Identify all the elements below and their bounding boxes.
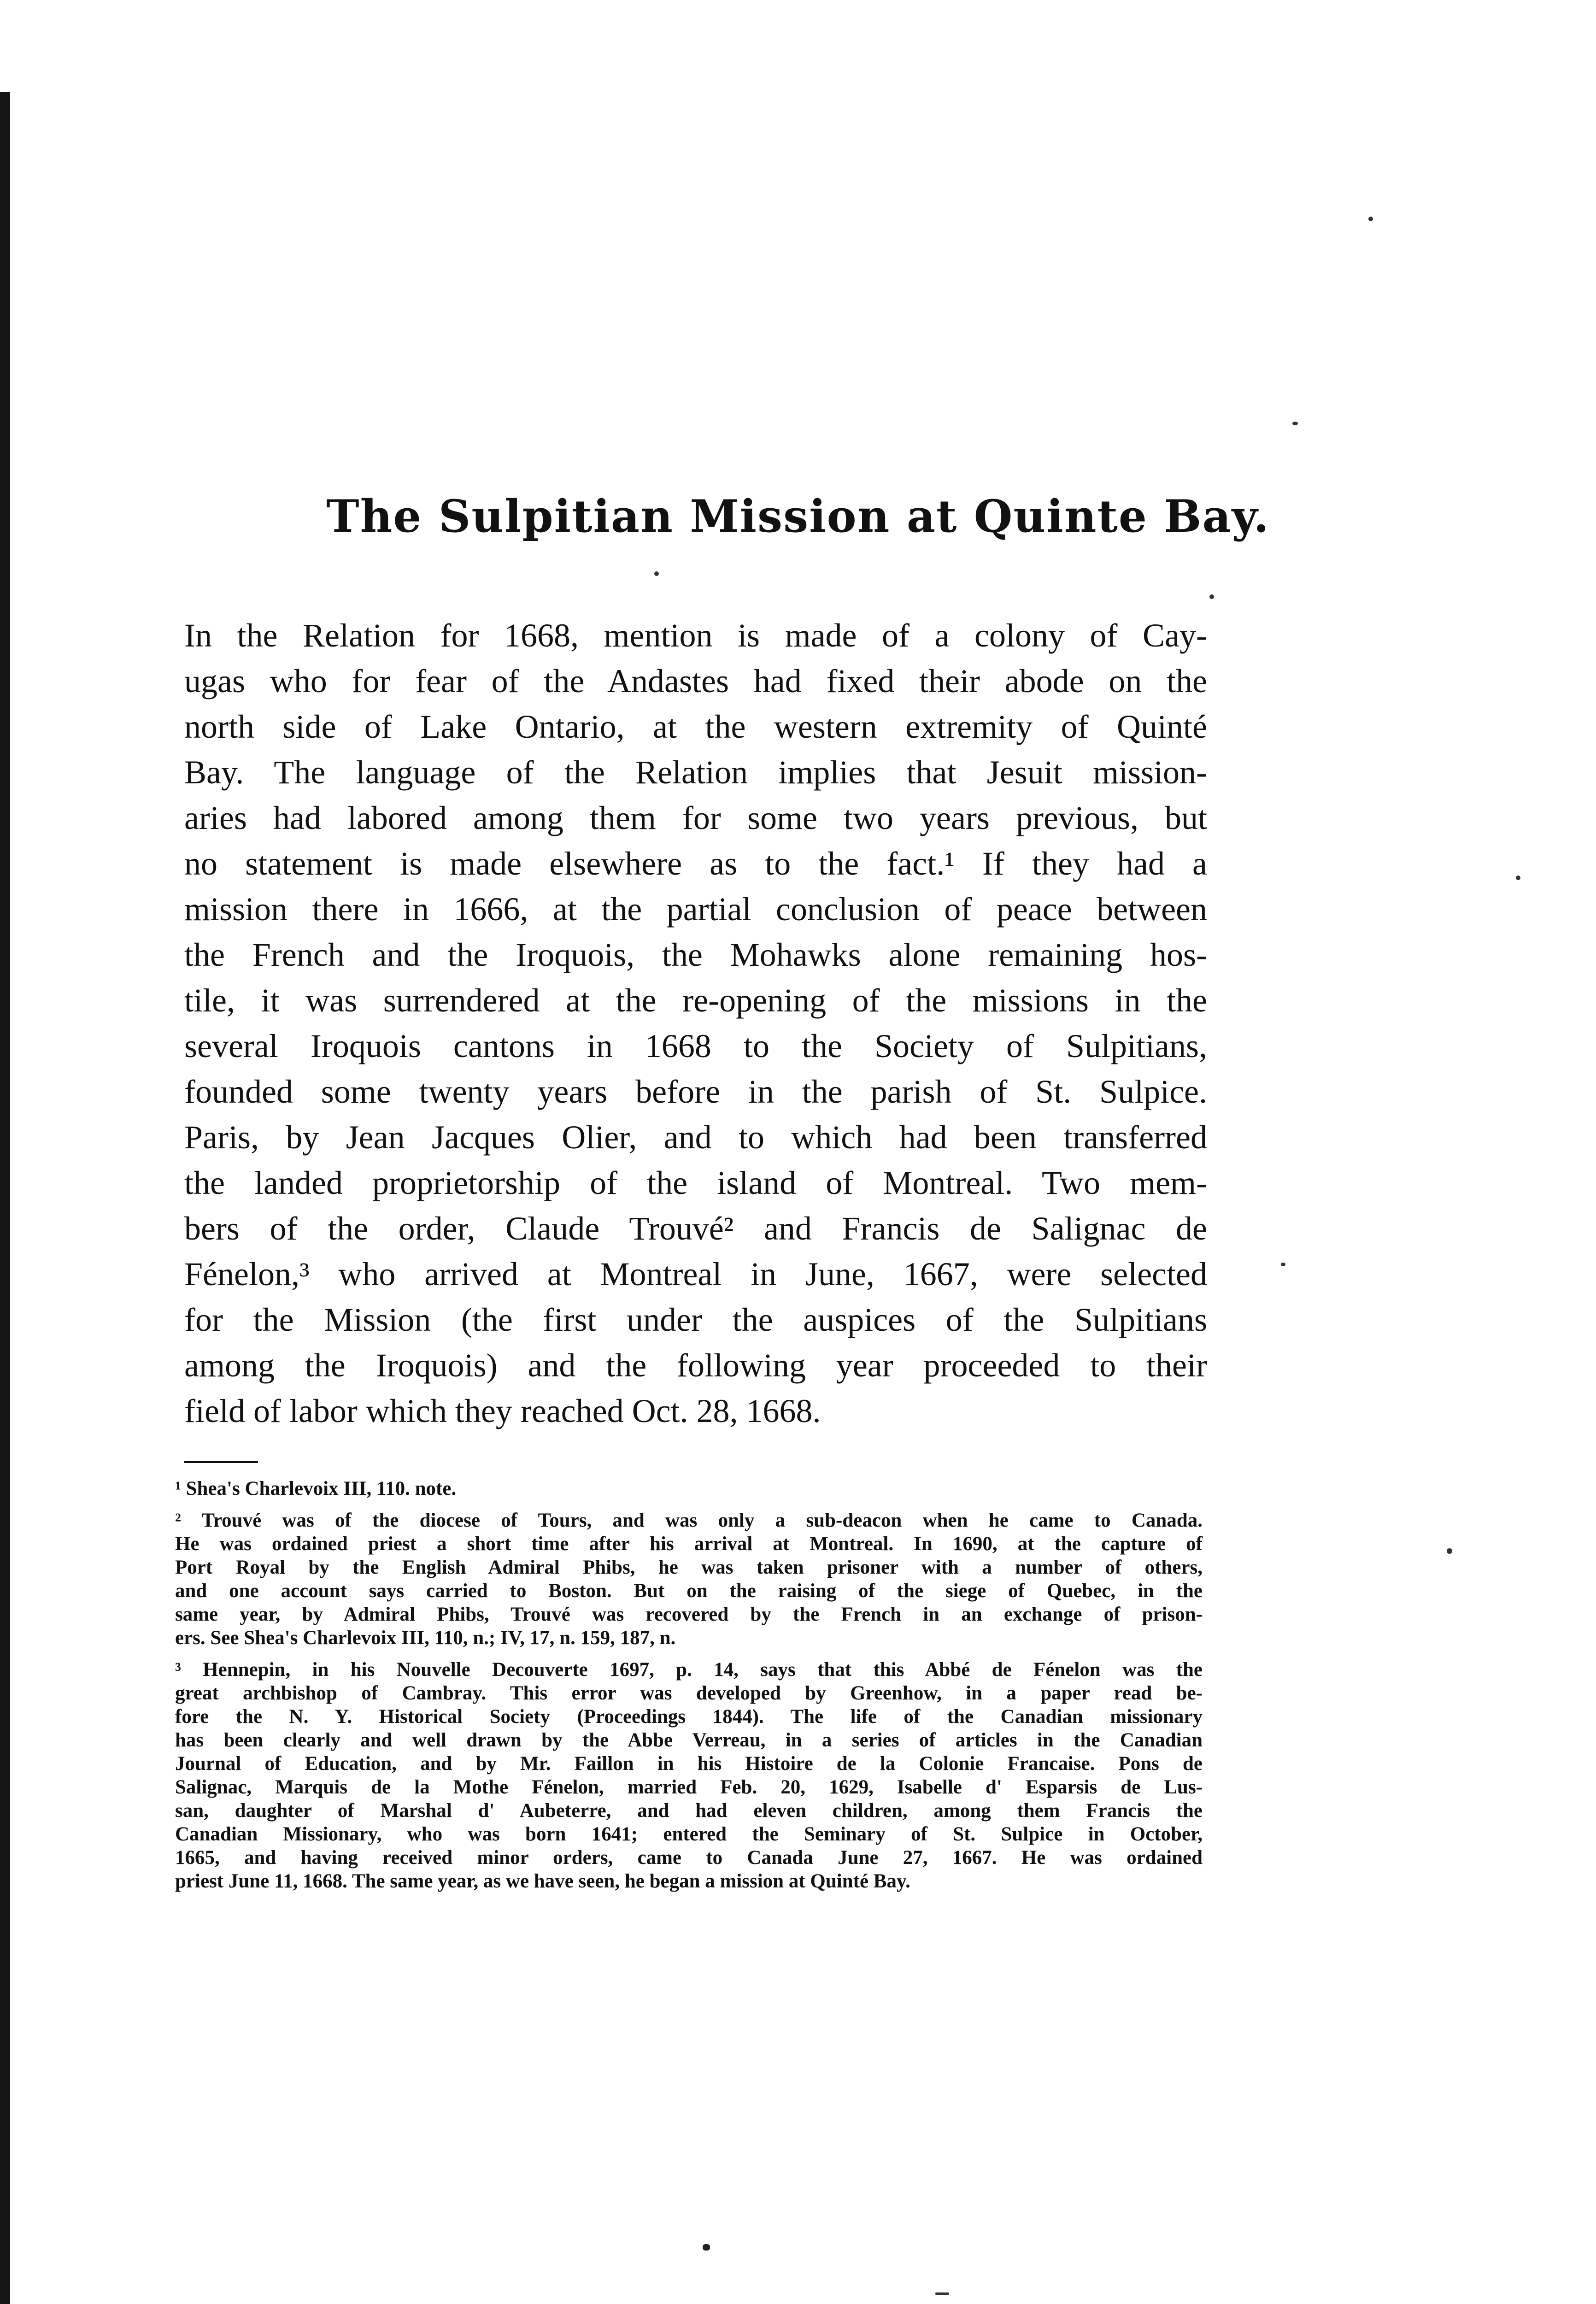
- body-line: the landed proprietorship of the island of Montreal. Two mem-: [184, 1164, 1207, 1201]
- footnote-line: He was ordained priest a short time after his arrival at Montreal. In 1690, at the capture of: [175, 1533, 1203, 1555]
- scan-speck: [654, 571, 659, 576]
- body-line: for the Mission (the first under the auspices of the Sulpitians: [184, 1301, 1207, 1338]
- footnote-2: [175, 1509, 1203, 1650]
- footnote-line: san, daughter of Marshal d' Aubeterre, and had eleven children, among them Francis the: [175, 1800, 1203, 1822]
- footnote-line: Canadian Missionary, who was born 1641; entered the Seminary of St. Sulpice in October,: [175, 1823, 1203, 1845]
- body-line: aries had labored among them for some two years previous, but: [184, 799, 1207, 836]
- footnote-line: priest June 11, 1668. The same year, as we have seen, he began a mission at Quinté Bay.: [175, 1870, 910, 1892]
- footnote-line: Salignac, Marquis de la Mothe Fénelon, married Feb. 20, 1629, Isabelle d' Esparsis de Lus-: [175, 1776, 1203, 1798]
- body-line: Fénelon,³ who arrived at Montreal in June, 1667, were selected: [184, 1256, 1207, 1293]
- footnote-line: ers. See Shea's Charlevoix III, 110, n.; IV, 17, n. 159, 187, n.: [175, 1627, 676, 1649]
- footnote-line: ¹ Shea's Charlevoix III, 110. note.: [175, 1478, 457, 1499]
- body-line: among the Iroquois) and the following year proceeded to their: [184, 1347, 1207, 1384]
- footnote-line: 1665, and having received minor orders, came to Canada June 27, 1667. He was ordained: [175, 1847, 1203, 1869]
- page-title: The Sulpitian Mission at Quinte Bay.: [326, 490, 1270, 543]
- scan-speck: [1447, 1548, 1452, 1554]
- body-line: tile, it was surrendered at the re-opening of the missions in the: [184, 982, 1207, 1019]
- footnote-3: [175, 1658, 1203, 1893]
- scan-speck: [1292, 422, 1298, 425]
- body-line: the French and the Iroquois, the Mohawks alone remaining hos-: [184, 936, 1207, 973]
- scan-speck: [1209, 594, 1214, 599]
- body-line: Bay. The language of the Relation implies that Jesuit mission-: [184, 754, 1207, 791]
- footnotes: [175, 1477, 1203, 1901]
- scan-speck: [1281, 1263, 1285, 1266]
- footnote-line: Port Royal by the English Admiral Phibs, he was taken prisoner with a number of others,: [175, 1557, 1203, 1578]
- scan-speck: [1368, 217, 1373, 221]
- footnote-line: great archbishop of Cambray. This error was developed by Greenhow, in a paper read be-: [175, 1682, 1203, 1704]
- body-line: Paris, by Jean Jacques Olier, and to which had been transferred: [184, 1119, 1207, 1156]
- body-line: no statement is made elsewhere as to the fact.¹ If they had a: [184, 845, 1207, 882]
- footnote-line: fore the N. Y. Historical Society (Proceedings 1844). The life of the Canadian missionary: [175, 1706, 1203, 1728]
- binding-edge: [0, 92, 10, 2304]
- body-line: field of labor which they reached Oct. 28, 1668.: [184, 1393, 821, 1429]
- body-line: mission there in 1666, at the partial conclusion of peace between: [184, 891, 1207, 928]
- body-line: north side of Lake Ontario, at the western extremity of Quinté: [184, 708, 1207, 745]
- footnote-line: ³ Hennepin, in his Nouvelle Decouverte 1697, p. 14, says that this Abbé de Fénelon was the: [175, 1659, 1203, 1681]
- body-line: In the Relation for 1668, mention is made of a colony of Cay-: [184, 617, 1207, 654]
- body-line: founded some twenty years before in the parish of St. Sulpice.: [184, 1073, 1207, 1110]
- footnote-line: has been clearly and well drawn by the Abbe Verreau, in a series of articles in the Canadian: [175, 1729, 1203, 1751]
- scan-speck: [1516, 876, 1520, 880]
- footnote-divider: [184, 1461, 258, 1463]
- scan-speck: [703, 2244, 710, 2251]
- body-line: ugas who for fear of the Andastes had fixed their abode on the: [184, 663, 1207, 699]
- footnote-line: Journal of Education, and by Mr. Faillon in his Histoire de la Colonie Francaise. Pons de: [175, 1753, 1203, 1775]
- footnote-line: ² Trouvé was of the diocese of Tours, and was only a sub-deacon when he came to Canada.: [175, 1510, 1203, 1531]
- body-line: several Iroquois cantons in 1668 to the Society of Sulpitians,: [184, 1028, 1207, 1064]
- footnote-line: and one account says carried to Boston. But on the raising of the siege of Quebec, in the: [175, 1580, 1203, 1602]
- footnote-line: same year, by Admiral Phibs, Trouvé was recovered by the French in an exchange of prison-: [175, 1604, 1203, 1625]
- scan-speck: [935, 2292, 949, 2295]
- body-paragraph: [184, 613, 1207, 1434]
- footnote-1: [175, 1477, 1203, 1500]
- body-line: bers of the order, Claude Trouvé² and Francis de Salignac de: [184, 1210, 1207, 1247]
